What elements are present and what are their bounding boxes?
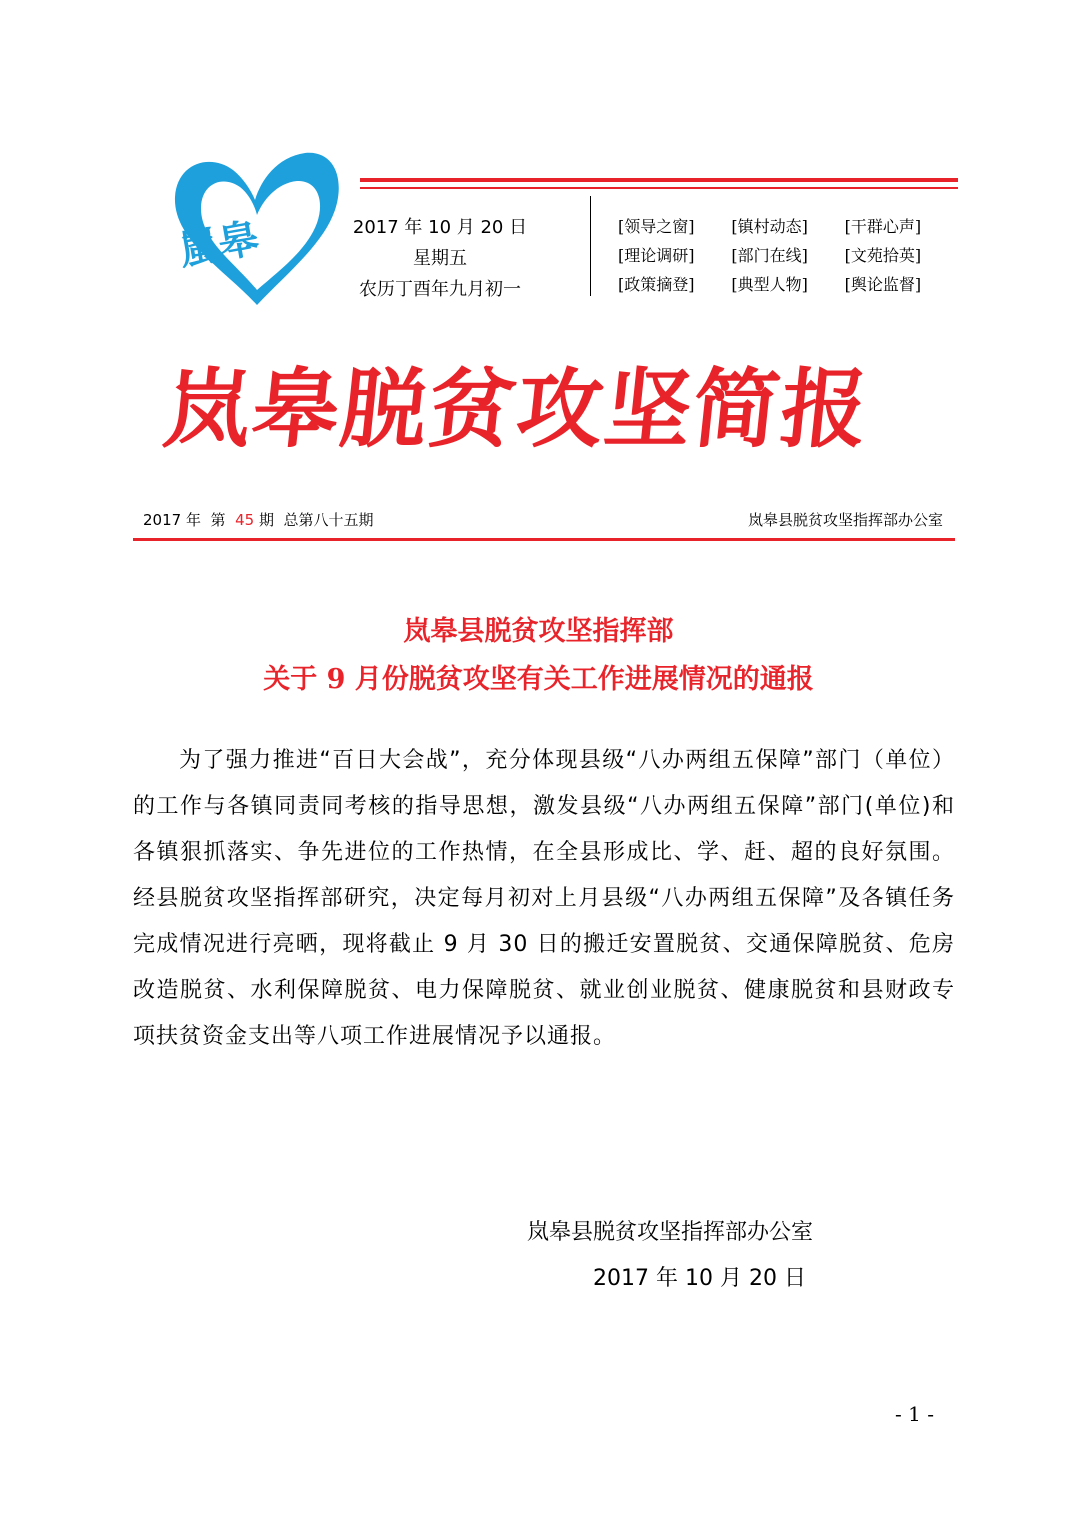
title-line-1: 岚皋县脱贫攻坚指挥部 — [403, 616, 674, 647]
issue-publisher: 岚皋县脱贫攻坚指挥部办公室 — [747, 511, 943, 529]
issue-total: 总第八十五期 — [283, 511, 374, 529]
heart-logo-icon — [165, 145, 345, 310]
logo — [165, 145, 345, 310]
signature — [527, 1210, 907, 1302]
lunar-date: 农历丁酉年九月初一 — [359, 279, 521, 300]
column-item: [部门在线] — [731, 246, 808, 265]
date-block — [330, 212, 550, 305]
signature-org: 岚皋县脱贫攻坚指挥部办公室 — [527, 1220, 814, 1245]
title-line-2: 关于 9 月份脱贫攻坚有关工作进展情况的通报 — [263, 664, 814, 695]
issue-line — [143, 508, 955, 532]
weekday: 星期五 — [413, 248, 467, 269]
issue-rule — [133, 538, 955, 541]
column-item: [理论调研] — [618, 246, 695, 265]
column-index — [618, 212, 958, 299]
header-rule-thick — [360, 178, 958, 182]
header-rule-thin — [360, 187, 958, 189]
vertical-divider — [590, 196, 591, 296]
column-row — [618, 270, 958, 299]
column-item: [领导之窗] — [618, 217, 695, 236]
column-item: [文苑拾英] — [844, 246, 922, 265]
page-number: - 1 - — [895, 1402, 934, 1426]
signature-date: 2017 年 10 月 20 日 — [593, 1266, 806, 1291]
date-line: 2017 年 10 月 20 日 — [352, 217, 528, 238]
body-paragraph: 为了强力推进“百日大会战”，充分体现县级“八办两组五保障”部门（单位）的工作与各镇同责同考核的指导思想，激发县级“八办两组五保障”部门(单位)和各镇狠抓落实、争先进位的工作热情，在全县形成比、学、赶、超的良好氛围。经县脱贫攻坚指挥部研究，决定每月初对上月县级“八办两组五保障”及各镇任务完成情况进行亮晒，现将截止 9 月 30 日的搬迁安置脱贫、交通保障脱贫、危房改造脱贫、水利保障脱贫、电力保障脱贫、就业创业脱贫、健康脱贫和县财政专项扶贫资金支出等八项工作进展情况予以通报。 — [133, 748, 955, 1049]
column-item: [政策摘登] — [618, 275, 695, 294]
column-item: [干群心声] — [844, 217, 922, 236]
column-item: [典型人物] — [731, 275, 808, 294]
document-body — [133, 738, 955, 1060]
issue-suffix: 期 — [258, 511, 274, 529]
issue-prefix: 第 — [210, 511, 226, 529]
masthead-title: 岚皋脱贫攻坚简报 — [159, 359, 875, 460]
masthead — [159, 355, 925, 465]
document-title — [100, 608, 977, 704]
logo-text: 嵐皋 — [175, 214, 263, 275]
issue-number: 45 — [235, 511, 255, 529]
column-item: [镇村动态] — [731, 217, 808, 236]
column-row — [618, 241, 958, 270]
column-item: [舆论监督] — [844, 275, 922, 294]
issue-year: 2017 年 — [143, 511, 201, 529]
issue-info — [143, 508, 374, 532]
column-row — [618, 212, 958, 241]
